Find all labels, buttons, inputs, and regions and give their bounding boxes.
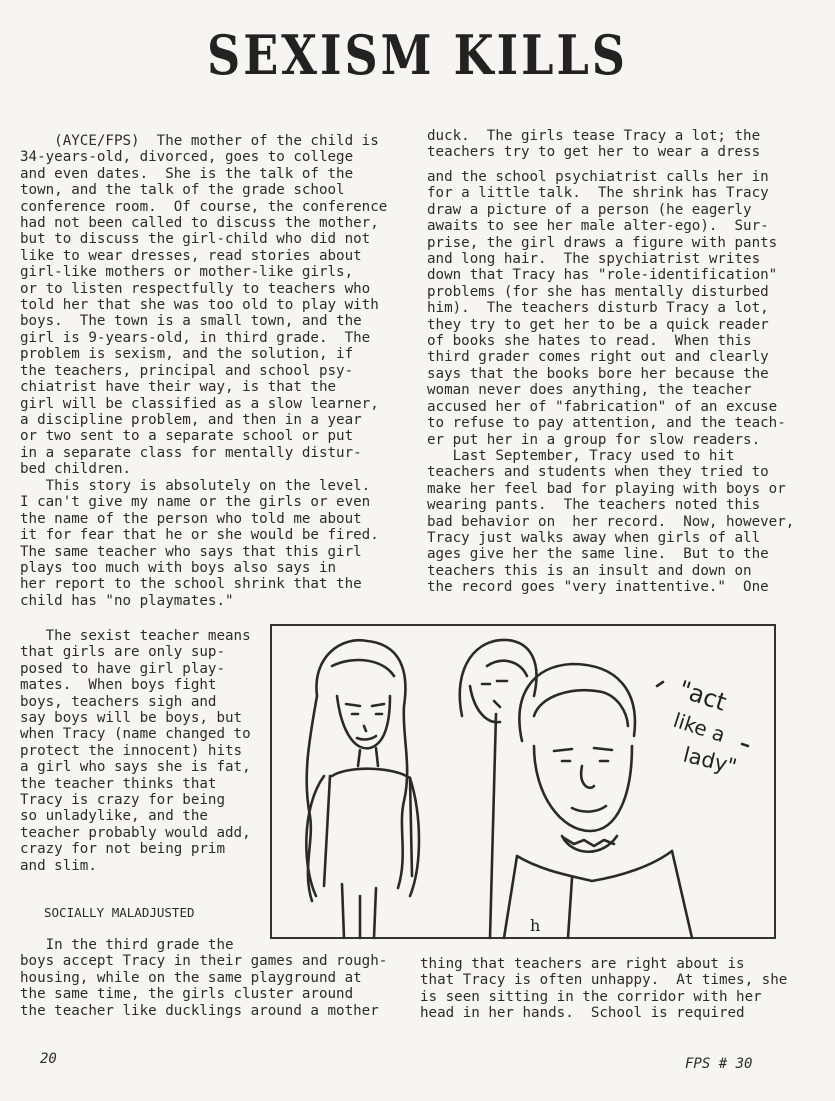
speech-text-line-1: "act: [675, 675, 730, 717]
illustration-drawing: [272, 626, 778, 941]
issue-label: FPS # 30: [685, 1056, 753, 1072]
artist-signature: h: [530, 916, 541, 935]
speech-text-line-2: like a: [670, 707, 729, 748]
page-number: 20: [40, 1051, 57, 1067]
left-paragraph-2: This story is absolutely on the level. I can't give my name or the girls or even the name of the person who told me about it for fear that he or she would be fired. The same teacher who says that this girl plays too much with boys also says in her report to the school shrink that the child has "no playmates.": [20, 478, 379, 609]
headline: SEXISM KILLS: [206, 23, 629, 87]
right-paragraph-3: thing that teachers are right about is that Tracy is often unhappy. At times, she is seen sitting in the corridor with her head in her hands. School is required: [420, 956, 788, 1022]
illustration: [270, 624, 776, 939]
right-paragraph-1: duck. The girls tease Tracy a lot; the teachers try to get her to wear a dress: [427, 128, 761, 161]
speech-text-line-3: lady": [680, 742, 740, 779]
subhead-socially-maladjusted: SOCIALLY MALADJUSTED: [44, 905, 195, 920]
left-paragraph-1: (AYCE/FPS) The mother of the child is 34-years-old, divorced, goes to college and even dates. She is the talk of the town, and the talk of the grade school conference room. Of course, the conference had not been called to discuss the mother, but to discuss the girl-child who did not like to wear dresses, read stories about girl-like mothers or mother-like girls, or to listen respectfully to teachers who told her that she was too old to play with boys. The town is a small town, and the girl is 9-years-old, in third grade. The problem is sexism, and the solution, if the teachers, principal and school psy- chiatrist have their way, is that the girl will be classified as a slow learner, a discipline problem, and then in a year or two sent to a separate school or put in a separate class for mentally distur- bed children.: [20, 133, 388, 478]
left-paragraph-3: The sexist teacher means that girls are only sup- posed to have girl play- mates. When boys fight boys, teachers sigh and say boys will be boys, but when Tracy (name changed to protect the innocent) hits a girl who says she is fat, the teacher thinks that Tracy is crazy for being so unladylike, and the teacher probably would add, crazy for not being prim and slim.: [20, 628, 251, 874]
left-paragraph-4: In the third grade the boys accept Tracy in their games and rough- housing, while on the same playground at the same time, the girls cluster around the teacher like ducklings around a mother: [20, 937, 388, 1019]
right-paragraph-2: and the school psychiatrist calls her in for a little talk. The shrink has Tracy draw a picture of a person (he eagerly awaits to see her male alter-ego). Sur- prise, the girl draws a figure with pants and long hair. The spychiatrist writes down that Tracy has "role-identification" problems (for she has mentally disturbed him). The teachers disturb Tracy a lot, they try to get her to be a quick reader of books she hates to read. When this third grader comes right out and clearly says that the books bore her because the woman never does anything, the teacher accused her of "fabrication" of an excuse to refuse to pay attention, and the teach- er put her in a group for slow readers. Last September, Tracy used to hit teachers and students when they tried to make her feel bad for playing with boys or wearing pants. The teachers noted this bad behavior on her record. Now, however, Tracy just walks away when girls of all ages give her the same line. But to the teachers this is an insult and down on the record goes "very inattentive." One: [427, 169, 795, 596]
